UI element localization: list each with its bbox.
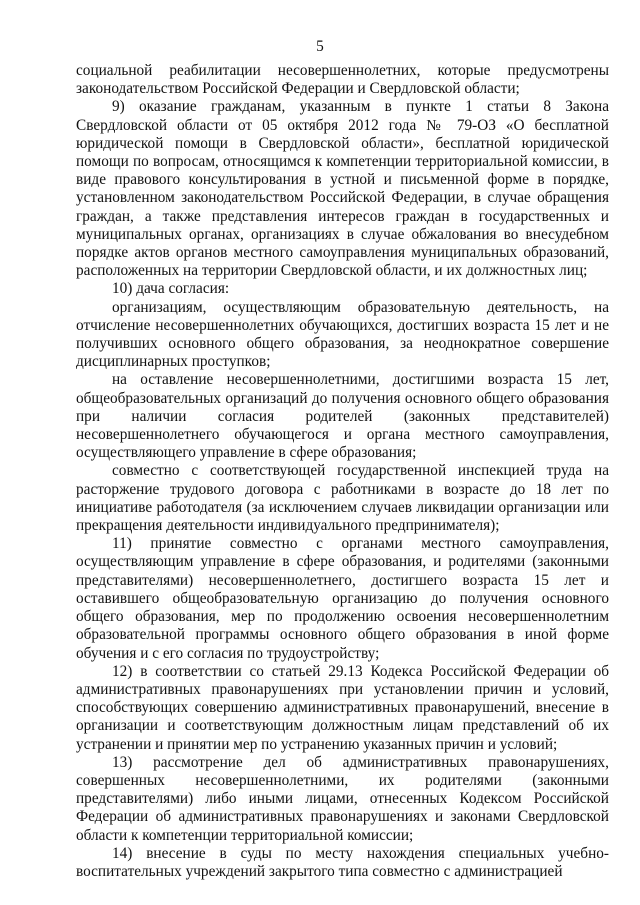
paragraph: 11) принятие совместно с органами местного самоуправления, осуществляющим управление в сфере образования, и родителями (законными представителями) несовершеннолетнего, достигшего возраста 15 лет и оставившего общеобразовательную организацию до получения основного общего образования, мер по продолжению освоения несовершеннолетним образовательной программы основного общего образования в иной форме обучения и с его согласия по трудоустройству;: [76, 535, 609, 662]
paragraph: 9) оказание гражданам, указанным в пункте 1 статьи 8 Закона Свердловской области от 05 октября 2012 года № 79-ОЗ «О бесплатной юридической помощи в Свердловской области», бесплатной юридической помощи по вопросам, относящимся к компетенции территориальной комиссии, в виде правового консультирования в устной и письменной форме в порядке, установленном законодательством Российской Федерации, в случае обращения граждан, а также представления интересов граждан в государственных и муниципальных органах, организациях в случае обжалования во внесудебном порядке актов органов местного самоуправления муниципальных образований, расположенных на территории Свердловской области, и их должностных лиц;: [76, 98, 609, 280]
document-body: [76, 62, 609, 881]
paragraph: на оставление несовершеннолетними, достигшими возраста 15 лет, общеобразовательных организаций до получения основного общего образования при наличии согласия родителей (законных представителей) несовершеннолетнего обучающегося и органа местного самоуправления, осуществляющего управление в сфере образования;: [76, 371, 609, 462]
paragraph: организациям, осуществляющим образовательную деятельность, на отчисление несовершеннолетних обучающихся, достигших возраста 15 лет и не получивших основного общего образования, за неоднократное совершение дисциплинарных проступков;: [76, 298, 609, 371]
paragraph: совместно с соответствующей государственной инспекцией труда на расторжение трудового договора с работниками в возрасте до 18 лет по инициативе работодателя (за исключением случаев ликвидации организации или прекращения деятельности индивидуального предпринимателя);: [76, 462, 609, 535]
paragraph: 13) рассмотрение дел об административных правонарушениях, совершенных несовершеннолетними, их родителями (законными представителями) либо иными лицами, отнесенных Кодексом Российской Федерации об административных правонарушениях и законами Свердловской области к компетенции территориальной комиссии;: [76, 753, 609, 844]
page-number: 5: [316, 38, 324, 55]
paragraph: 12) в соответствии со статьей 29.13 Кодекса Российской Федерации об административных правонарушениях при установлении причин и условий, способствующих совершению административных правонарушений, внесение в организации и соответствующим должностным лицам представлений об их устранении и принятии мер по устранению указанных причин и условий;: [76, 662, 609, 753]
paragraph: 10) дача согласия:: [112, 280, 230, 298]
paragraph: 14) внесение в суды по месту нахождения специальных учебно-воспитательных учреждений закрытого типа совместно с администрацией: [76, 844, 609, 880]
paragraph: социальной реабилитации несовершеннолетних, которые предусмотрены законодательством Российской Федерации и Свердловской области;: [76, 62, 609, 98]
